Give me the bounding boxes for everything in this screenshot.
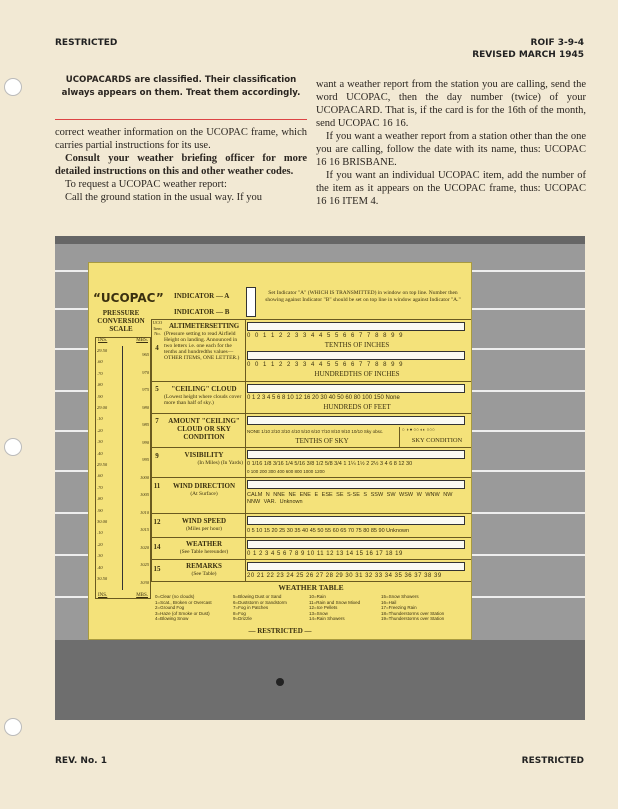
scale-window	[247, 516, 465, 525]
mbs-tick-label: 985	[142, 422, 149, 427]
item-title: WIND SPEED	[181, 517, 227, 525]
classification-footer: RESTRICTED	[521, 756, 584, 766]
row-amount	[151, 413, 471, 447]
mbs-label: MBS.	[136, 338, 148, 343]
paragraph: want a weather report from the station you are calling, send the word UCOPAC, then the day number (twice) of your UCOPACARD. That is, if the card is for the 16th of the month, send UCOPAC 16 16.	[316, 79, 586, 129]
left-column	[55, 126, 307, 204]
ins-tick-label: .70	[97, 484, 103, 490]
scale-window	[247, 450, 465, 459]
weather-table-title: WEATHER TABLE	[278, 583, 344, 592]
classification-header: RESTRICTED	[55, 38, 118, 48]
scale-values: 0 0 1 1 2 2 3 3 4 4 5 5 6 6 7 7 8 8 9 9	[247, 333, 404, 339]
ucopac-card	[88, 262, 472, 640]
weather-table-column: 10=Rain 11=Rain and Snow Mixed 12=Ice Pellets 13=Snow 14=Rain Showers	[309, 594, 361, 621]
ins-tick-label: .80	[97, 382, 103, 388]
ins-label: INS.	[98, 338, 108, 343]
row-weather	[151, 537, 471, 559]
scale-caption: SKY CONDITION	[411, 437, 463, 444]
item-title: REMARKS	[186, 562, 222, 570]
pressure-scale	[95, 337, 151, 599]
item-number: 12	[153, 518, 161, 526]
item-subtitle: (See Table hereunder)	[179, 549, 229, 555]
scale-window	[247, 540, 465, 549]
scale-window	[247, 480, 465, 489]
weather-table-column: 0=Clear (no clouds) 1=Scat., Broken or Overcast 2=Ground Fog 3=Haze (of Smoke or Dust) 4=Blowing Snow	[155, 594, 212, 621]
scale-caption: TENTHS OF INCHES	[324, 341, 390, 349]
mbs-tick-label: 1010	[140, 509, 149, 515]
item-number: 11	[153, 482, 161, 490]
right-column	[316, 78, 586, 208]
mbs-tick-label: 990	[142, 439, 149, 445]
revision-number: REV. No. 1	[55, 756, 107, 766]
paragraph: Consult your weather briefing officer for more detailed instructions on this and other weather codes.	[55, 153, 307, 177]
scale-window	[247, 351, 465, 360]
item-subtitle: (Lowest height where clouds cover more than half of sky.)	[164, 394, 242, 406]
indicator-b: INDICATOR — B	[174, 308, 230, 316]
item-number: 14	[153, 543, 161, 551]
ins-tick-label: .60	[97, 359, 103, 365]
item-title: WEATHER	[185, 540, 223, 548]
ins-tick-label: .40	[97, 450, 103, 456]
ins-tick-label: .20	[97, 541, 103, 547]
item-title: WIND DIRECTION	[172, 482, 236, 490]
ins-tick-label: .60	[97, 473, 103, 479]
mbs-tick-label: 1030	[140, 579, 149, 585]
ins-tick-label: 29.50	[97, 462, 108, 467]
ins-tick-label: .30	[97, 553, 103, 559]
mbs-tick-label: 1015	[140, 527, 149, 532]
item-number: 7	[155, 417, 159, 425]
paragraph: If you want a weather report from a station other than the one you are calling, follow the date with its name, thus: UCOPAC 16 16 BRISBANE.	[316, 131, 586, 168]
row-wind-direction	[151, 477, 471, 513]
row-ceiling	[151, 381, 471, 413]
mbs-tick-label: 975	[142, 387, 149, 392]
scale-window	[247, 562, 465, 571]
weather-table-column: 15=Snow Showers 16=Hail 17=Freezing Rain 18=Thunderstorms over Station 19=Thunderstorms over Station	[381, 594, 445, 621]
item-number: 15	[153, 565, 161, 573]
ins-tick-label: .40	[97, 564, 103, 570]
punch-hole	[4, 438, 22, 456]
paragraph: correct weather information on the UCOPAC frame, which carries partial instructions for its use.	[55, 127, 307, 151]
ins-label: INS.	[98, 593, 108, 598]
ins-tick-label: 30.00	[97, 519, 108, 524]
scale-caption: HUNDREDS OF FEET	[323, 403, 391, 411]
item-title: AMOUNT "CEILING" CLOUD OR SKY CONDITION	[168, 417, 240, 441]
revised-date: REVISED MARCH 1945	[472, 50, 584, 60]
mbs-tick-label: 970	[142, 369, 149, 375]
ins-tick-label: 30.50	[97, 576, 108, 581]
item-title: "CEILING" CLOUD	[171, 385, 237, 393]
scale-values: 0 0 1 1 2 2 3 3 4 4 5 5 6 6 7 7 8 8 9 9	[247, 362, 404, 368]
scale-caption: TENTHS OF SKY	[295, 437, 349, 445]
ins-tick-label: 29.50	[97, 348, 108, 353]
mbs-tick-label: 1025	[140, 562, 149, 567]
ins-tick-label: .30	[97, 439, 103, 445]
card-footer: — RESTRICTED —	[248, 627, 312, 635]
paragraph: Call the ground station in the usual way. If you	[65, 192, 263, 203]
scale-caption: HUNDREDTHS OF INCHES	[314, 370, 400, 378]
row-altimeter	[151, 319, 471, 381]
card-title: “UCOPAC”	[93, 291, 164, 305]
mbs-tick-label: 965	[142, 352, 149, 357]
classification-notice: UCOPACARDS are classified. Their classification always appears on them. Treat them accordingly.	[61, 75, 301, 98]
item-number: 9	[155, 452, 159, 460]
divider	[55, 119, 307, 120]
scale-window	[247, 322, 465, 331]
item-subtitle: (Miles per hour)	[185, 526, 223, 532]
row-visibility	[151, 447, 471, 477]
ins-tick-label: .90	[97, 507, 103, 513]
scale-values: CALM N NNE NE ENE E ESE SE S·SE S SSW SW WSW W WNW NW NNW VAR. Unknown	[247, 492, 453, 505]
mbs-tick-label: 1000	[140, 474, 149, 480]
punch-hole	[4, 718, 22, 736]
scale-window	[247, 384, 465, 393]
ins-tick-label: .10	[97, 530, 103, 536]
item-subtitle: (Pressure setting to read Airfield Height on landing. Announced in two letters i.e. one each for the tenths and hundredths values—OTHER ITEMS, ONE LETTER.)	[164, 331, 240, 361]
scale-values: NONE 1/10 2/10 3/10 4/10 5/10 6/10 7/10 8/10 9/10 10/10 Sky obsc.	[247, 429, 384, 434]
scale-values: 0 1 2 3 4 5 6 7 8 9 10 11 12 13 14 15 16 17 18 19	[247, 551, 403, 557]
row-wind-speed	[151, 513, 471, 537]
ins-tick-label: .90	[97, 393, 103, 399]
indicator-a: INDICATOR — A	[174, 292, 230, 300]
scale-values: 0 100 200 300 400 600 800 1000 1200	[247, 469, 325, 474]
scale-values: 0 1/16 1/8 3/16 1/4 5/16 3/8 1/2 5/8 3/4 1 1¼ 1½ 2 2½ 3 4 6 8 12 30	[247, 461, 413, 467]
item-title: ALTIMETERSETTING	[168, 322, 240, 330]
ins-tick-label: .80	[97, 496, 103, 502]
sky-symbols: ○ ◑ ● ○○ ◐◐ ○○○	[402, 427, 435, 432]
item-number: 5	[155, 385, 159, 393]
scale-title: PRESSURE CONVERSION SCALE	[97, 309, 145, 333]
weather-table-column: 5=Blowing Dust or Sand 6=Duststorm or Sandstorm 7=Fog in Patches 8=Fog 9=Drizzle	[233, 594, 287, 621]
item-title: VISIBILITY	[184, 451, 224, 459]
mbs-tick-label: 995	[142, 457, 149, 462]
row-remarks	[151, 559, 471, 581]
mbs-tick-label: 1005	[140, 492, 149, 497]
mbs-tick-label: 1020	[140, 544, 149, 550]
ins-tick-label: .20	[97, 427, 103, 433]
paragraph: If you want an individual UCOPAC item, add the number of the item as it appears on the UCOPAC frame, thus: UCOPAC 16 16 ITEM 4.	[316, 170, 586, 207]
mbs-label: MBS.	[136, 593, 148, 598]
indicator-instructions: Set Indicator "A" (WHICH IS TRANSMITTED) in window on top line. Number then showing against Indicator "B" should be set on top line in window against Indicator "A."	[265, 290, 461, 303]
scale-values: 0 1 2 3 4 5 6 8 10 12 16 20 30 40 50 60 80 100 150 None	[247, 395, 400, 401]
ins-tick-label: .70	[97, 370, 103, 376]
ins-tick-label: 29.00	[97, 405, 108, 410]
mbs-tick-label: 980	[142, 404, 149, 410]
doc-id: ROIF 3-9-4	[530, 38, 584, 48]
punch-hole	[4, 78, 22, 96]
item-subtitle: (In Miles) (In Yards)	[197, 460, 243, 466]
item-subtitle: (At Surface)	[190, 491, 218, 497]
ins-tick-label: .10	[97, 416, 103, 422]
item-header: UCO Item No.	[152, 320, 163, 336]
scale-values: 0 5 10 15 20 25 30 35 40 45 50 55 60 65 70 75 80 85 90 Unknown	[247, 528, 410, 534]
scale-values: 20 21 22 23 24 25 26 27 28 29 30 31 32 33 34 35 36 37 38 39	[247, 573, 442, 579]
scale-window	[247, 416, 465, 425]
item-subtitle: (See Table)	[191, 571, 217, 577]
indicator-window	[246, 287, 256, 317]
paragraph: To request a UCOPAC weather report:	[65, 179, 227, 190]
item-number: 4	[155, 344, 159, 352]
